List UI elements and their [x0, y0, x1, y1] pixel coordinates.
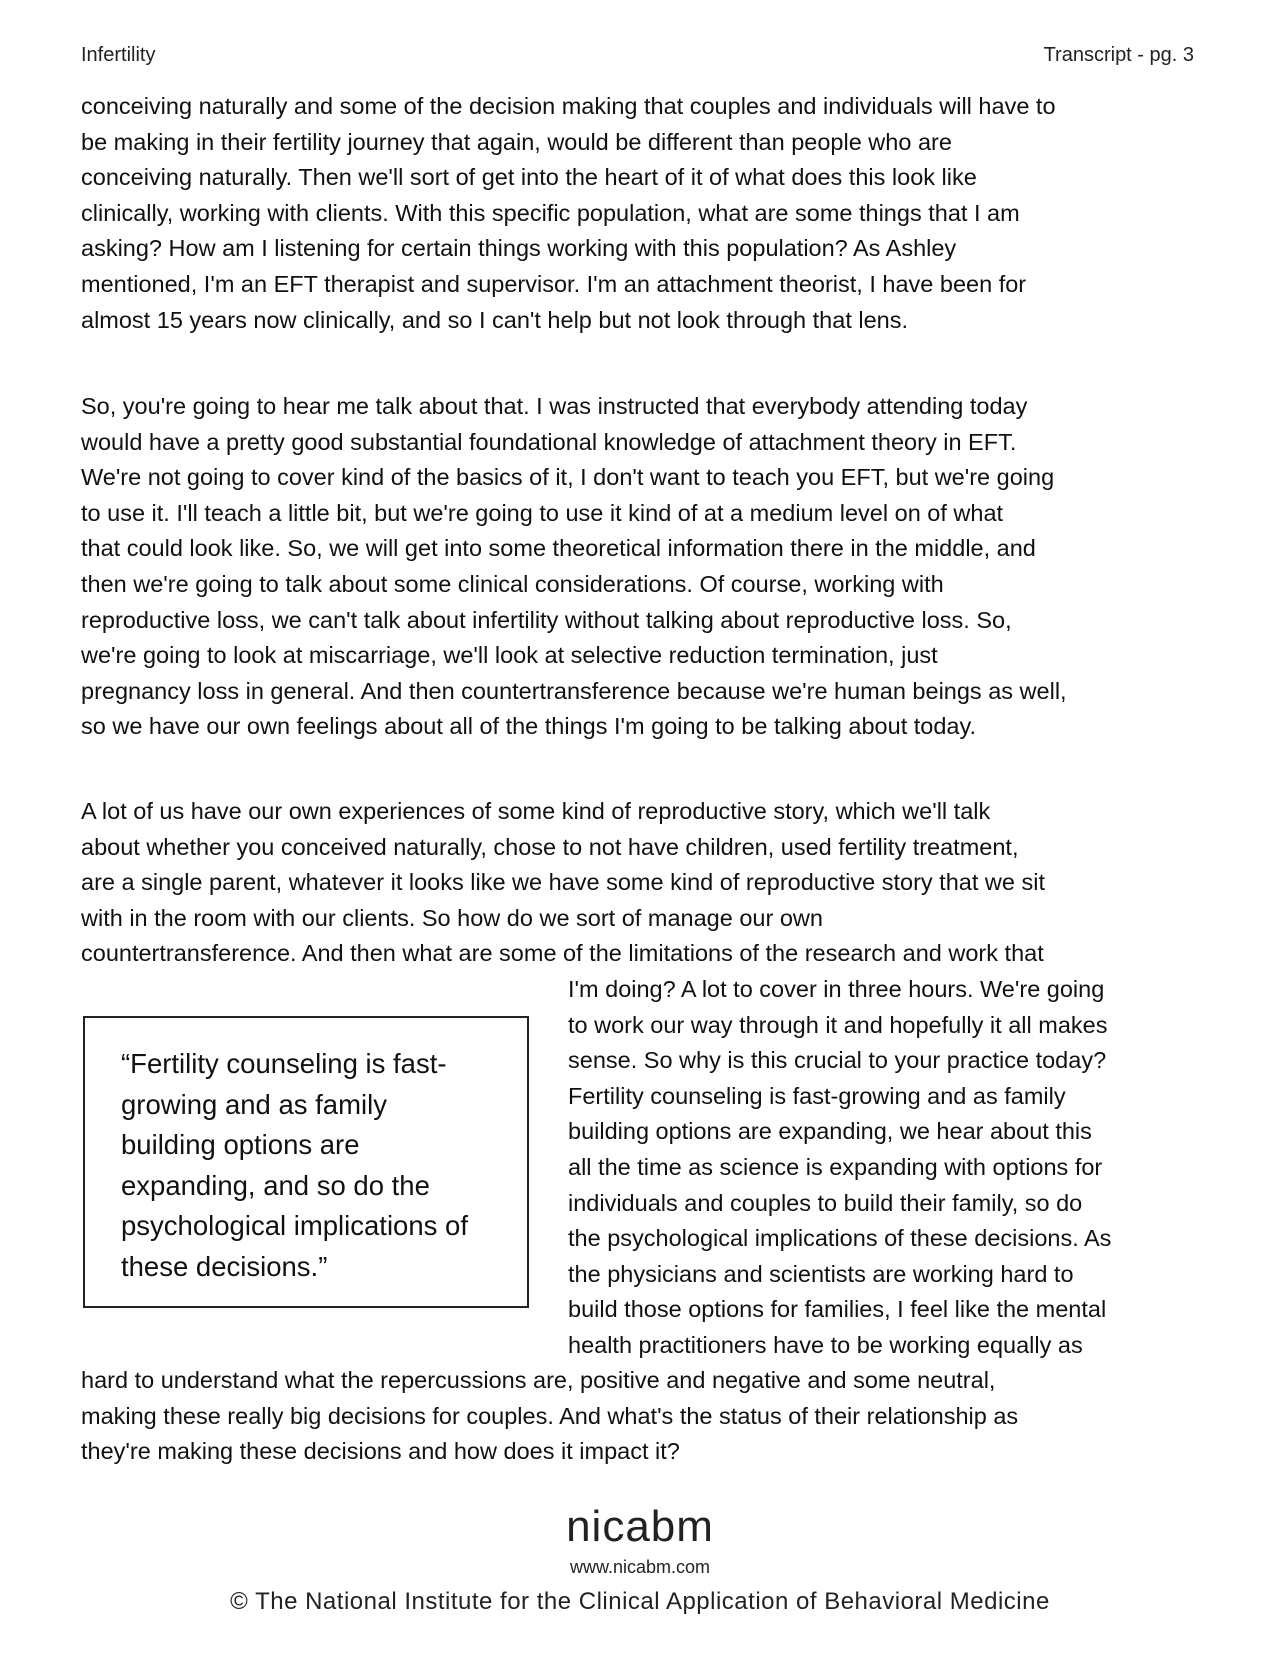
text-line: about whether you conceived naturally, chose to not have children, used fertility treatment,: [81, 833, 1019, 860]
text-line: be making in their fertility journey that again, would be different than people who are: [81, 128, 952, 155]
text-line: conceiving naturally. Then we'll sort of get into the heart of it of what does this look like: [81, 164, 977, 191]
text-line: are a single parent, whatever it looks like we have some kind of reproductive story that we sit: [81, 869, 1045, 896]
paragraph-3-wrapped-text: [568, 972, 1111, 1364]
text-line: pregnancy loss in general. And then countertransference because we're human beings as well,: [81, 677, 1067, 704]
text-line: reproductive loss, we can't talk about infertility without talking about reproductive loss. So,: [81, 606, 1012, 633]
text-line: Fertility counseling is fast-growing and as family: [568, 1082, 1066, 1109]
text-line: A lot of us have our own experiences of some kind of reproductive story, which we'll talk: [81, 798, 991, 824]
text-line: asking? How am I listening for certain things working with this population? As Ashley: [81, 235, 957, 262]
quote-line: building options are: [121, 1129, 360, 1160]
page-number: Transcript - pg. 3: [1043, 44, 1194, 66]
text-line: they're making these decisions and how does it impact it?: [81, 1438, 680, 1465]
text-line: with in the room with our clients. So how do we sort of manage our own: [81, 904, 823, 931]
nicabm-logo: nicabm: [566, 1502, 714, 1551]
text-line: mentioned, I'm an EFT therapist and supervisor. I'm an attachment theorist, I have been for: [81, 270, 1027, 297]
text-line: countertransference. And then what are some of the limitations of the research and work that: [81, 940, 1044, 967]
text-line: we're going to look at miscarriage, we'll look at selective reduction termination, just: [81, 642, 938, 669]
text-line: so we have our own feelings about all of the things I'm going to be talking about today.: [81, 713, 977, 740]
text-line: I'm doing? A lot to cover in three hours. We're going: [568, 976, 1105, 1002]
paragraph-3-continuation: [81, 1363, 1018, 1470]
text-line: health practitioners have to be working equally as: [568, 1331, 1083, 1358]
text-line: almost 15 years now clinically, and so I can't help but not look through that lens.: [81, 306, 909, 333]
quote-line: these decisions.”: [121, 1250, 328, 1282]
text-line: individuals and couples to build their family, so do: [568, 1189, 1083, 1216]
paragraph-1: [81, 89, 1211, 338]
copyright-notice: © The National Institute for the Clinical Application of Behavioral Medicine: [230, 1588, 1050, 1615]
quote-line: growing and as family: [121, 1088, 387, 1120]
paragraph-2: [81, 389, 1211, 745]
text-line: the physicians and scientists are working hard to: [568, 1260, 1074, 1287]
text-line: making these really big decisions for couples. And what's the status of their relationship as: [81, 1402, 1019, 1429]
text-line: building options are expanding, we hear about this: [568, 1118, 1092, 1145]
text-line: to work our way through it and hopefully it all makes: [568, 1011, 1108, 1038]
text-line: We're not going to cover kind of the basics of it, I don't want to teach you EFT, but we're going: [81, 464, 1055, 491]
website-link[interactable]: www.nicabm.com: [569, 1557, 711, 1577]
text-line: clinically, working with clients. With this specific population, what are some things that I am: [81, 199, 1020, 226]
text-line: conceiving naturally and some of the decision making that couples and individuals will have to: [81, 93, 1056, 119]
paragraph-3: [81, 794, 1211, 972]
text-line: sense. So why is this crucial to your practice today?: [568, 1047, 1107, 1074]
pull-quote-box: [83, 1016, 529, 1308]
text-line: build those options for families, I feel like the mental: [568, 1296, 1107, 1323]
text-line: the psychological implications of these decisions. As: [568, 1225, 1112, 1252]
quote-line: “Fertility counseling is fast-: [121, 1048, 447, 1079]
quote-line: psychological implications of: [121, 1210, 468, 1241]
text-line: that could look like. So, we will get into some theoretical information there in the middle, and: [81, 535, 1036, 562]
text-line: then we're going to talk about some clinical considerations. Of course, working with: [81, 570, 944, 597]
text-line: hard to understand what the repercussions are, positive and negative and some neutral,: [81, 1367, 996, 1393]
text-line: all the time as science is expanding with options for: [568, 1153, 1103, 1180]
document-title: Infertility: [81, 44, 156, 66]
pull-quote-text: [121, 1044, 468, 1287]
text-line: would have a pretty good substantial foundational knowledge of attachment theory in EFT.: [81, 428, 1017, 455]
text-line: So, you're going to hear me talk about that. I was instructed that everybody attending today: [81, 393, 1028, 419]
text-line: to use it. I'll teach a little bit, but we're going to use it kind of at a medium level on of what: [81, 499, 1004, 526]
quote-line: expanding, and so do the: [121, 1169, 430, 1201]
